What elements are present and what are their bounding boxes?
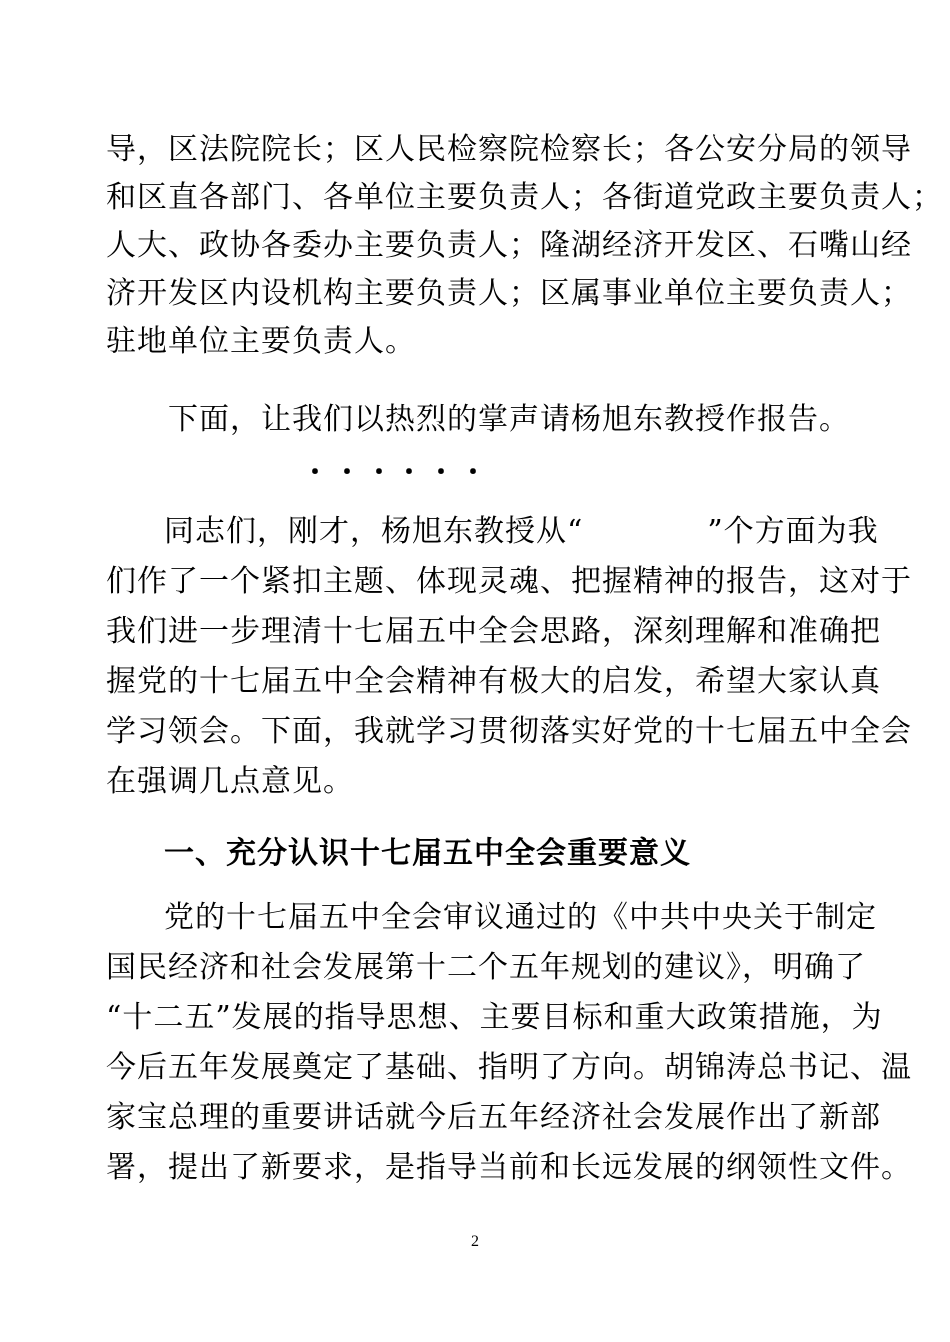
- separator-dots: ・・・: [302, 458, 399, 488]
- body-text-line: 和区直各部门、各单位主要负责人；各街道党政主要负责人；: [106, 180, 943, 215]
- body-text-line: “十二五”发展的指导思想、主要目标和重大政策措施，为: [106, 1000, 883, 1035]
- body-text-line: 人大、政协各委办主要负责人；隆湖经济开发区、石嘴山经: [106, 228, 912, 263]
- body-text-line: 下面，让我们以热烈的掌声请杨旭东教授作报告。: [168, 402, 850, 437]
- body-text-line: 今后五年发展奠定了基础、指明了方向。胡锦涛总书记、温: [106, 1050, 912, 1085]
- body-text-line: 同志们，刚才，杨旭东教授从“ ”个方面为我: [164, 514, 879, 549]
- body-text-line: 学习领会。下面，我就学习贯彻落实好党的十七届五中全会: [106, 714, 912, 749]
- body-text-line: 驻地单位主要负责人。: [106, 324, 416, 359]
- body-text-line: 济开发区内设机构主要负责人；区属事业单位主要负责人；: [106, 276, 912, 311]
- body-text-line: 署，提出了新要求，是指导当前和长远发展的纲领性文件。: [106, 1150, 912, 1185]
- body-text-line: 国民经济和社会发展第十二个五年规划的建议》，明确了: [106, 950, 866, 985]
- body-text-line: 在强调几点意见。: [106, 764, 354, 799]
- body-text-line: 党的十七届五中全会审议通过的《中共中央关于制定: [164, 900, 877, 935]
- body-text-line: 握党的十七届五中全会精神有极大的启发，希望大家认真: [106, 664, 881, 699]
- separator-dots: ・・・: [396, 458, 493, 488]
- body-text-line: 导，区法院院长；区人民检察院检察长；各公安分局的领导: [106, 132, 912, 167]
- section-heading: 一、充分认识十七届五中全会重要意义: [164, 836, 691, 871]
- body-text-line: 我们进一步理清十七届五中全会思路，深刻理解和准确把: [106, 614, 881, 649]
- body-text-line: 家宝总理的重要讲话就今后五年经济社会发展作出了新部: [106, 1100, 881, 1135]
- page-number: 2: [471, 1233, 479, 1250]
- body-text-line: 们作了一个紧扣主题、体现灵魂、把握精神的报告，这对于: [106, 564, 912, 599]
